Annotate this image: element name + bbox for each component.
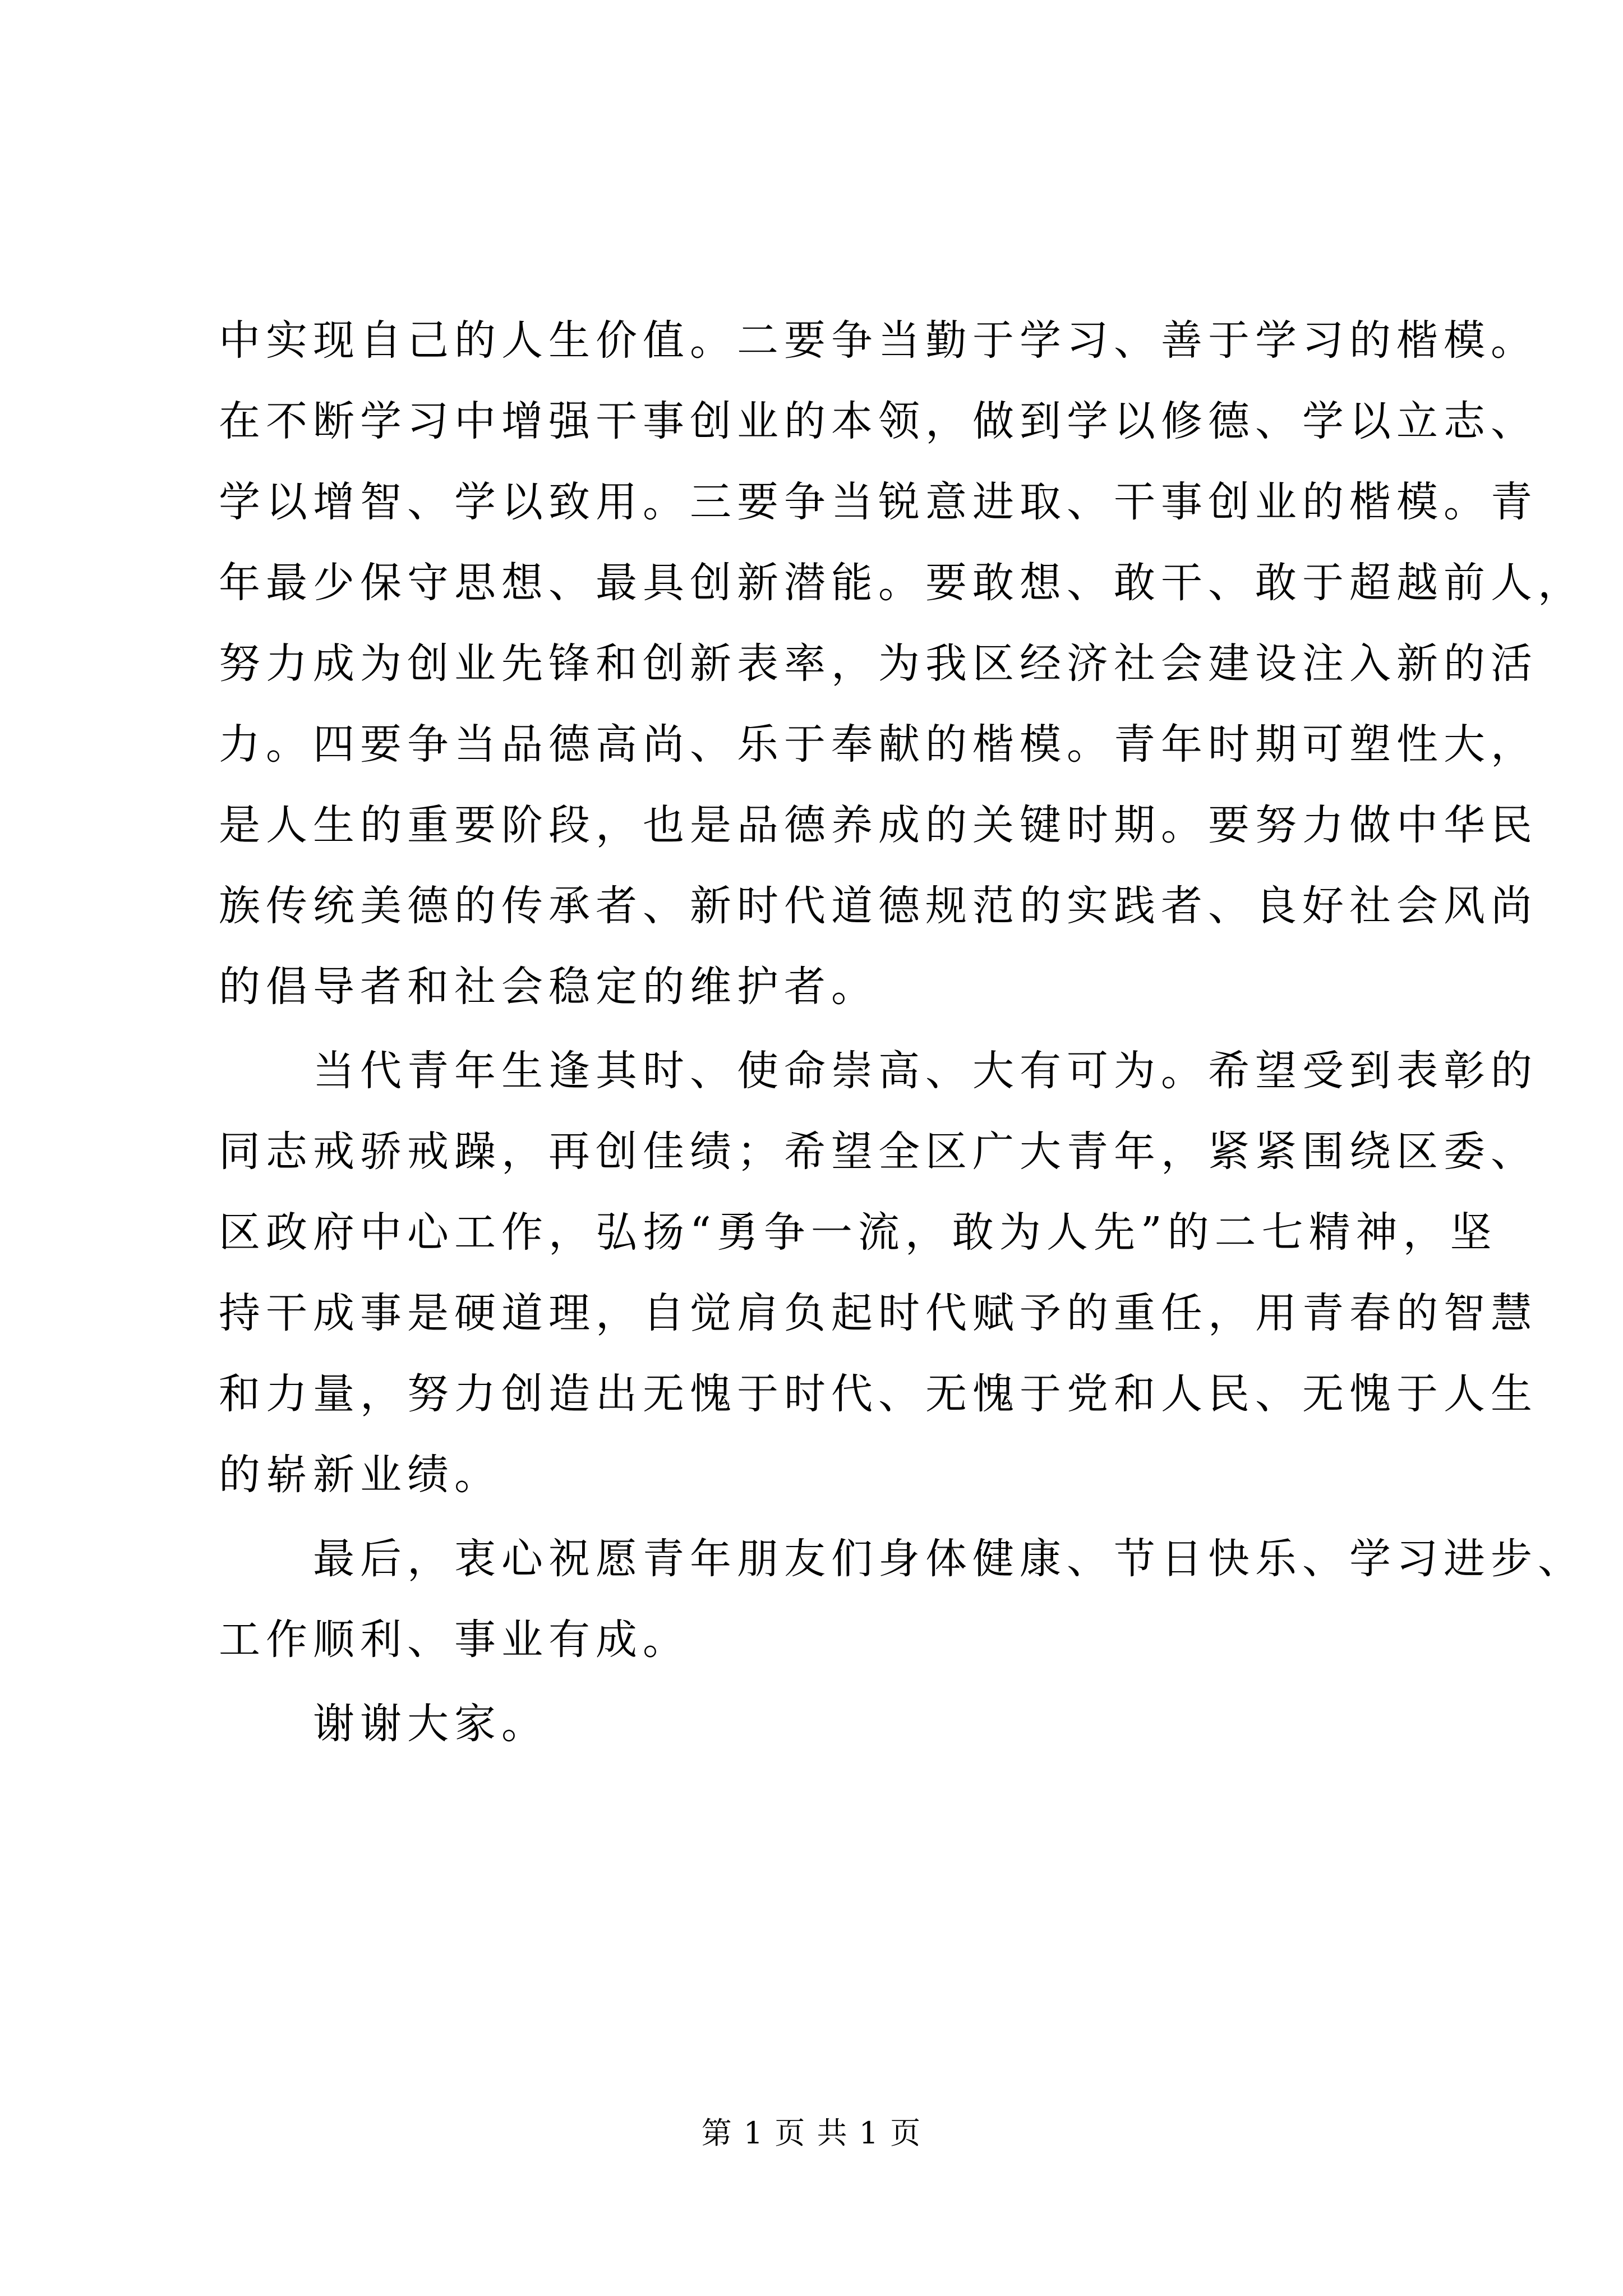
text-line: 和力量，努力创造出无愧于时代、无愧于党和人民、无愧于人生: [219, 1370, 1538, 1418]
text-line: 的崭新业绩。: [219, 1451, 501, 1499]
document-body: [219, 300, 1585, 1764]
text-line: 在不断学习中增强干事创业的本领，做到学以修德、学以立志、: [219, 397, 1538, 445]
text-line: 努力成为创业先锋和创新表率，为我区经济社会建设注入新的活: [219, 639, 1538, 688]
text-line: 当代青年生逢其时、使命崇高、大有可为。希望受到表彰的: [313, 1047, 1538, 1095]
text-line: 工作顺利、事业有成。: [219, 1616, 690, 1664]
text-line: 最后，衷心祝愿青年朋友们身体健康、节日快乐、学习进步、: [313, 1535, 1585, 1583]
text-line: 区政府中心工作，弘扬“勇争一流，敢为人先”的二七精神，坚: [219, 1208, 1497, 1257]
text-line: 中实现自己的人生价值。二要争当勤于学习、善于学习的楷模。: [219, 316, 1538, 365]
page-footer: 第 1 页 共 1 页: [701, 2115, 922, 2151]
text-line: 的倡导者和社会稳定的维护者。: [219, 963, 878, 1011]
text-line: 学以增智、学以致用。三要争当锐意进取、干事创业的楷模。青: [219, 478, 1538, 526]
text-line: 年最少保守思想、最具创新潜能。要敢想、敢干、敢于超越前人，: [219, 559, 1585, 607]
text-line: 力。四要争当品德高尚、乐于奉献的楷模。青年时期可塑性大，: [219, 720, 1538, 769]
text-line: 族传统美德的传承者、新时代道德规范的实践者、良好社会风尚: [219, 882, 1538, 930]
text-line: 持干成事是硬道理，自觉肩负起时代赋予的重任，用青春的智慧: [219, 1289, 1538, 1337]
text-line: 同志戒骄戒躁，再创佳绩；希望全区广大青年，紧紧围绕区委、: [219, 1128, 1538, 1176]
text-line: 是人生的重要阶段，也是品德养成的关键时期。要努力做中华民: [219, 801, 1538, 849]
text-line: 谢谢大家。: [313, 1700, 548, 1748]
